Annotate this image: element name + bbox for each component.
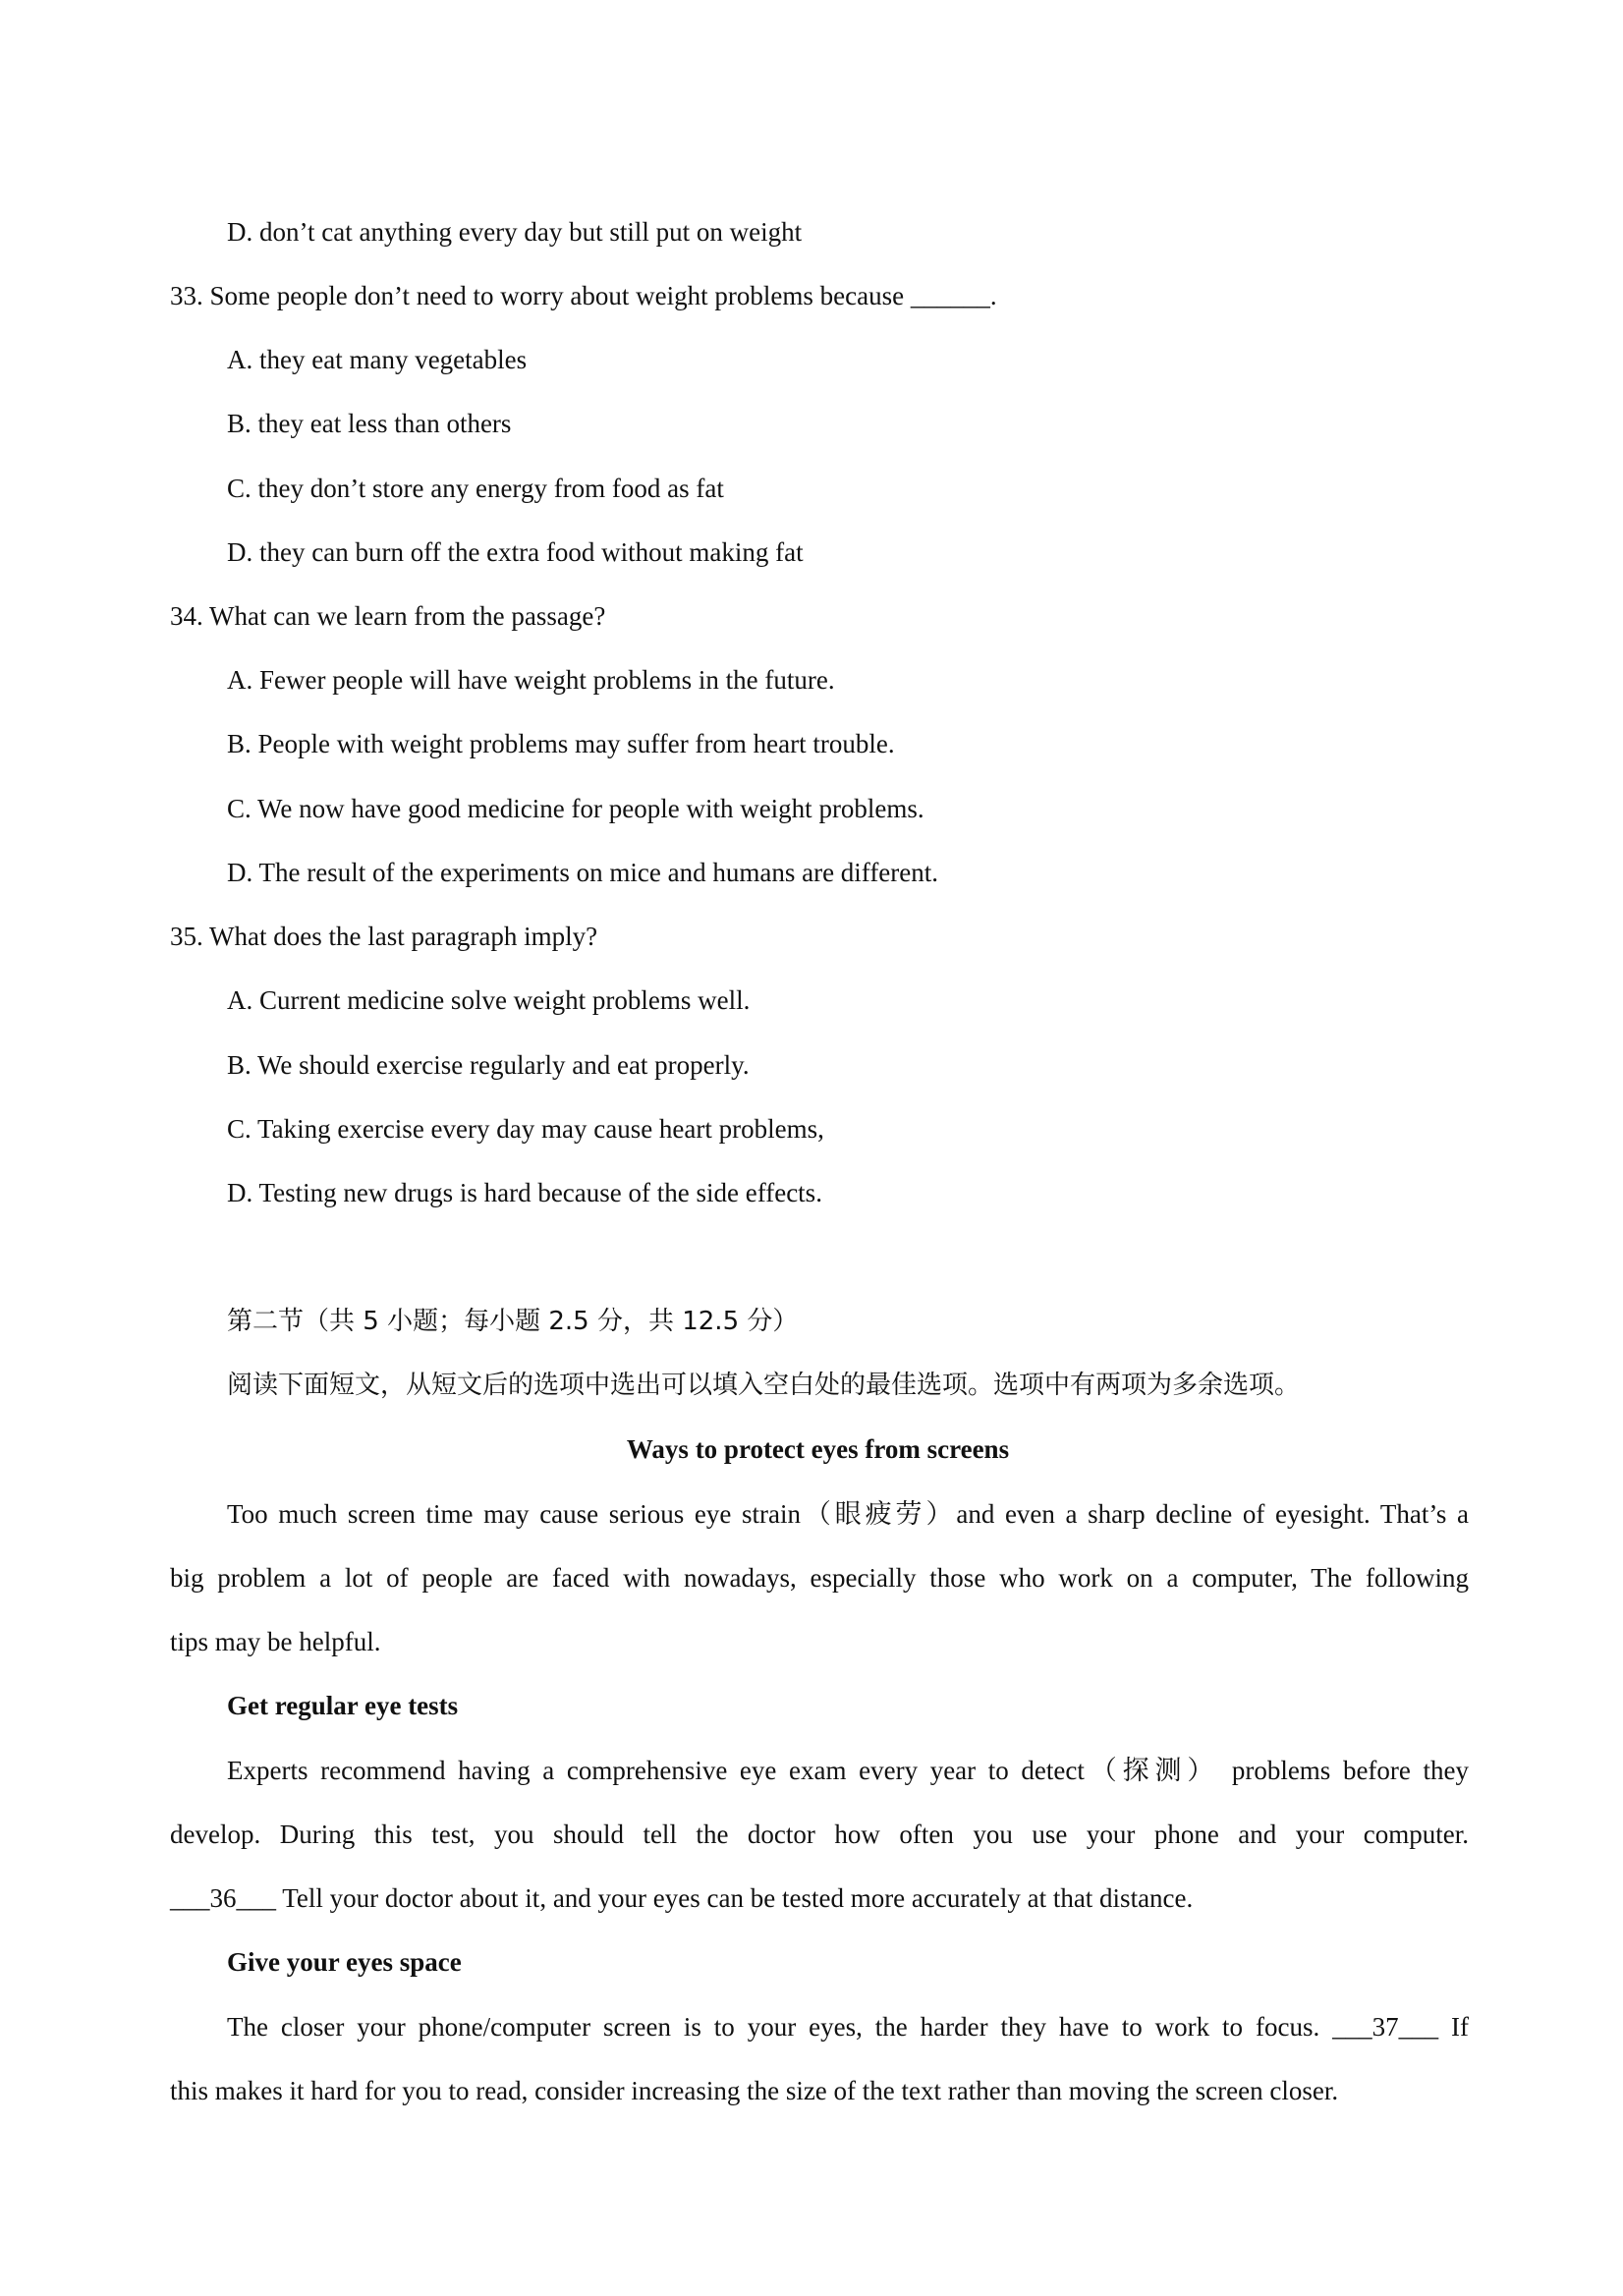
paragraph-1-line-3: tips may be helpful.: [170, 1627, 381, 1656]
q33-option-d: D. they can burn off the extra food without making fat: [227, 537, 804, 567]
q34-option-d: D. The result of the experiments on mice and humans are different.: [227, 858, 939, 887]
q35-stem: 35. What does the last paragraph imply?: [170, 922, 598, 951]
q33-option-b: B. they eat less than others: [227, 409, 512, 438]
q34-option-b: B. People with weight problems may suffer from heart trouble.: [227, 729, 895, 758]
q35-option-b: B. We should exercise regularly and eat properly.: [227, 1050, 750, 1080]
subheading-eye-tests: Get regular eye tests: [227, 1691, 459, 1720]
paragraph-2-line-1: Experts recommend having a comprehensive eye exam every year to detect（探测） problems before they: [227, 1756, 1469, 1785]
q33-option-a: A. they eat many vegetables: [227, 345, 528, 374]
section-header: 第二节（共 5 小题；每小题 2.5 分，共 12.5 分）: [227, 1307, 799, 1336]
q32-option-d: D. don’t cat anything every day but still put on weight: [227, 217, 803, 247]
paragraph-2-line-2: develop. During this test, you should tell the doctor how often you use your phone and your computer.: [170, 1820, 1469, 1849]
paragraph-1-line-1: Too much screen time may cause serious eye strain（眼疲劳）and even a sharp decline of eyesight. That’s a: [227, 1499, 1469, 1529]
paragraph-1-line-2: big problem a lot of people are faced with nowadays, especially those who work on a computer, The following: [170, 1563, 1469, 1593]
passage-title: Ways to protect eyes from screens: [626, 1434, 1010, 1464]
q34-stem: 34. What can we learn from the passage?: [170, 601, 606, 631]
q34-option-c: C. We now have good medicine for people with weight problems.: [227, 794, 924, 823]
paragraph-3-line-2: this makes it hard for you to read, consider increasing the size of the text rather than moving the screen closer.: [170, 2076, 1339, 2105]
subheading-eye-space: Give your eyes space: [227, 1947, 462, 1977]
q33-option-c: C. they don’t store any energy from food as fat: [227, 474, 724, 503]
q35-option-a: A. Current medicine solve weight problems well.: [227, 985, 751, 1015]
q35-option-c: C. Taking exercise every day may cause heart problems,: [227, 1114, 824, 1144]
q35-option-d: D. Testing new drugs is hard because of the side effects.: [227, 1178, 822, 1207]
q33-stem: 33. Some people don’t need to worry about weight problems because ______.: [170, 281, 997, 310]
q34-option-a: A. Fewer people will have weight problems in the future.: [227, 665, 835, 695]
paragraph-3-line-1: The closer your phone/computer screen is to your eyes, the harder they have to work to focus. ___37___ If: [227, 2012, 1469, 2042]
section-instruction: 阅读下面短文，从短文后的选项中选出可以填入空白处的最佳选项。选项中有两项为多余选项。: [227, 1371, 1301, 1400]
paragraph-2-line-3: ___36___ Tell your doctor about it, and your eyes can be tested more accurately at that distance.: [170, 1883, 1194, 1913]
